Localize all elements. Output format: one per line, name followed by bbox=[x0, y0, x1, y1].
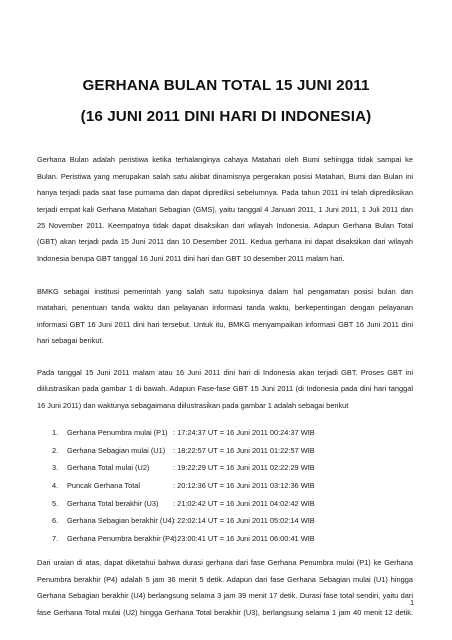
list-item-time: : 17:24:37 UT = 16 Juni 2011 00:24:37 WIB bbox=[173, 428, 315, 437]
paragraph-line: hari sebagai berikut. bbox=[37, 336, 104, 345]
paragraph-line: Dari uraian di atas, dapat diketahui bahwa durasi gerhana dari fase Gerhana Penumbra mulai (P1) ke Gerhana bbox=[37, 558, 413, 567]
list-item-time: : 21:02:42 UT = 16 Juni 2011 04:02:42 WIB bbox=[173, 499, 315, 508]
list-item-number: 3. bbox=[52, 463, 59, 472]
list-item-phase: Gerhana Total berakhir (U3) bbox=[67, 499, 159, 508]
list-item-phase: Puncak Gerhana Total bbox=[67, 481, 140, 490]
paragraph-line: Bulan. Peristiwa yang merupakan salah satu akibat dinamisnya pergerakan posisi Matahari, Bumi dan Bulan ini bbox=[37, 172, 413, 181]
list-item-phase: Gerhana Penumbra mulai (P1) bbox=[67, 428, 168, 437]
list-item-time: : 19:22:29 UT = 16 Juni 2011 02:22:29 WIB bbox=[173, 463, 315, 472]
paragraph-line: Indonesia berupa GBT tanggal 16 Juni 2011 dini hari dan GBT 10 desember 2011 malam hari. bbox=[37, 254, 345, 263]
list-item-number: 1. bbox=[52, 428, 59, 437]
paragraph-line: diilustrasikan pada gambar 1 di bawah. Adapun Fase-fase GBT 15 Juni 2011 (di Indonesia pada dini hari tanggal bbox=[37, 384, 413, 393]
paragraph-line: Penumbra berakhir (P4) adalah 5 jam 36 menit 5 detik. Adapun dari fase Gerhana Sebagian mulai (U1) hingga bbox=[37, 575, 413, 584]
paragraph-line: hanya terjadi pada saat fase purnama dan dapat diprediksi sebelumnya. Pada tahun 2011 ini telah diprediksikan bbox=[37, 188, 413, 197]
paragraph-line: BMKG sebagai institusi pemerintah yang salah satu tupoksinya dalam hal pengamatan posisi bulan dan bbox=[37, 287, 413, 296]
page-number: 1 bbox=[410, 598, 415, 607]
list-item-number: 7. bbox=[52, 534, 59, 543]
paragraph-line: Pada tanggal 15 Juni 2011 malam atau 16 Juni 2011 dini hari di Indonesia akan terjadi GBT. Proses GBT ini bbox=[37, 368, 413, 377]
list-item-number: 4. bbox=[52, 481, 59, 490]
list-item-phase: Gerhana Penumbra berakhir (P4) bbox=[67, 534, 177, 543]
paragraph-line: terjadi empat kali Gerhana Matahari Sebagian (GMS), yaitu tanggal 4 Januari 2011, 1 Juni 2011, 1 Juli 2011 dan bbox=[37, 205, 413, 214]
paragraph-line: fase Gerhana Total mulai (U2) hingga Gerhana Total berakhir (U3), berlangsung selama 1 jam 40 menit 12 detik. bbox=[37, 608, 413, 617]
list-item-time: : 18:22:57 UT = 16 Juni 2011 01:22:57 WIB bbox=[173, 446, 315, 455]
document-subtitle: (16 JUNI 2011 DINI HARI DI INDONESIA) bbox=[80, 108, 372, 125]
list-item-time: : 23:00:41 UT = 16 Juni 2011 06:00:41 WIB bbox=[173, 534, 315, 543]
list-item-phase: Gerhana Sebagian mulai (U1) bbox=[67, 446, 166, 455]
list-item-time: : 20:12:36 UT = 16 Juni 2011 03:12:36 WIB bbox=[173, 481, 315, 490]
list-item-number: 6. bbox=[52, 516, 59, 525]
document-title: GERHANA BULAN TOTAL 15 JUNI 2011 bbox=[82, 77, 370, 94]
paragraph-line: (GBT) akan terjadi pada 15 Juni 2011 dan 10 Desember 2011. Kedua gerhana ini dapat disaksikan dari wilayah bbox=[37, 237, 413, 246]
list-item-phase: Gerhana Total mulai (U2) bbox=[67, 463, 150, 472]
paragraph-line: 25 November 2011. Keempatnya tidak dapat disaksikan dari wilayah Indonesia. Adapun Gerhana Bulan Total bbox=[37, 221, 413, 230]
list-item-phase: Gerhana Sebagian berakhir (U4) bbox=[67, 516, 175, 525]
list-item-number: 5. bbox=[52, 499, 59, 508]
list-item-time: : 22:02:14 UT = 16 Juni 2011 05:02:14 WIB bbox=[173, 516, 315, 525]
paragraph-line: 16 Juni 2011) dan waktunya sebagaimana diilustrasikan pada gambar 1 adalah sebagai berikut bbox=[37, 401, 349, 410]
list-item-number: 2. bbox=[52, 446, 59, 455]
paragraph-line: Gerhana Sebagian berakhir (U4) berlangsung selama 3 jam 39 menit 17 detik. Durasi fase total sendiri, yaitu dari bbox=[37, 591, 413, 600]
paragraph-line: matahari, penentuan tanda waktu dan pelayanan informasi tanda waktu, berkepentingan dengan pelayanan bbox=[37, 303, 413, 312]
paragraph-line: informasi GBT 16 Juni 2011 dini hari tersebut. Untuk itu, BMKG menyampaikan informasi GBT 16 Juni 2011 dini bbox=[37, 320, 413, 329]
paragraph-line: Gerhana Bulan adalah peristiwa ketika terhalanginya cahaya Matahari oleh Bumi sehingga tidak sampai ke bbox=[37, 155, 413, 164]
